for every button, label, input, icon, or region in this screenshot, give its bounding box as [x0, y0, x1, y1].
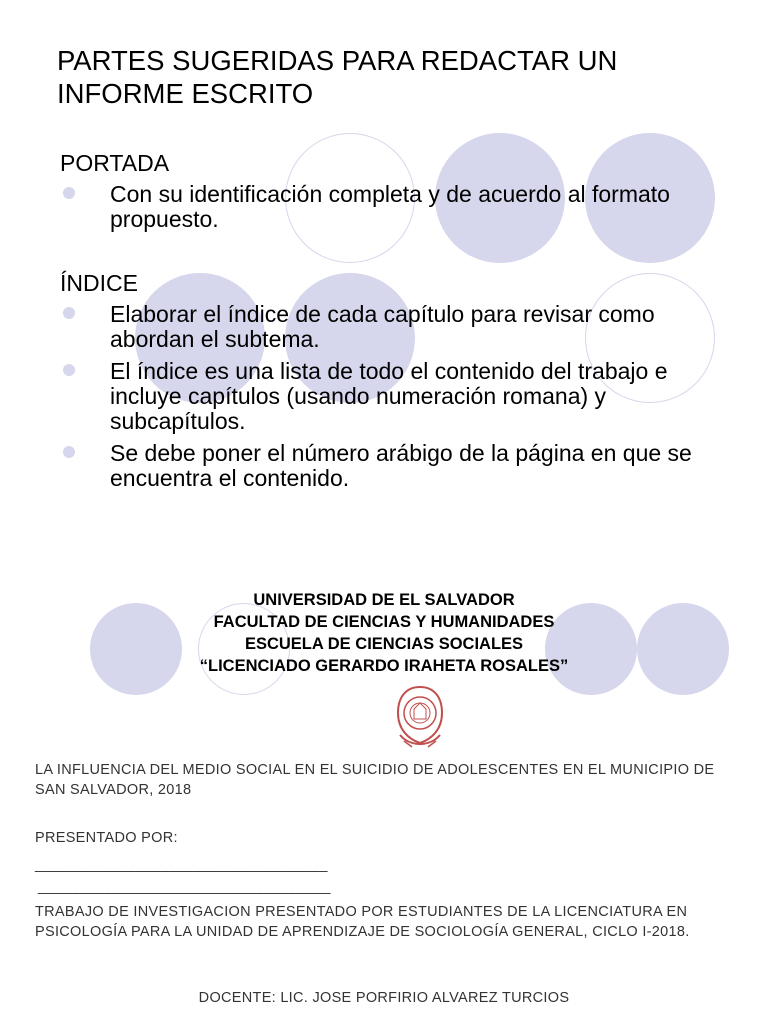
author-blank-line: ___________________________________: [38, 879, 331, 895]
bullet-icon: [63, 446, 75, 458]
indice-list: [60, 302, 700, 498]
list-item: Elaborar el índice de cada capítulo para revisar como abordan el subtema.: [60, 302, 700, 352]
university-header: [0, 589, 768, 677]
author-blank-line: ___________________________________: [35, 857, 328, 873]
faculty-name: FACULTAD DE CIENCIAS Y HUMANIDADES: [213, 613, 555, 631]
school-name: ESCUELA DE CIENCIAS SOCIALES: [244, 635, 524, 653]
teacher-name: DOCENTE: LIC. JOSE PORFIRIO ALVAREZ TURCIOS: [198, 990, 570, 1006]
presented-by-label: PRESENTADO POR:: [35, 830, 178, 846]
page-title: PARTES SUGERIDAS PARA REDACTAR UN INFORME ESCRITO: [57, 45, 618, 109]
university-seal-icon: [394, 685, 446, 751]
list-item: Con su identificación completa y de acuerdo al formato propuesto.: [60, 182, 700, 232]
bullet-icon: [63, 187, 75, 199]
bullet-icon: [63, 364, 75, 376]
portada-list: [60, 182, 700, 239]
university-name: UNIVERSIDAD DE EL SALVADOR: [253, 591, 515, 609]
list-item: Se debe poner el número arábigo de la página en que se encuentra el contenido.: [60, 441, 700, 491]
list-item: El índice es una lista de todo el contenido del trabajo e incluye capítulos (usando numeración romana) y subcapítulos.: [60, 359, 700, 434]
bullet-icon: [63, 307, 75, 319]
portada-heading: PORTADA: [60, 150, 170, 176]
indice-heading: ÍNDICE: [60, 270, 138, 296]
research-topic: LA INFLUENCIA DEL MEDIO SOCIAL EN EL SUICIDIO DE ADOLESCENTES EN EL MUNICIPIO DE SAN SALVADOR, 2018: [35, 762, 715, 798]
work-description: TRABAJO DE INVESTIGACION PRESENTADO POR ESTUDIANTES DE LA LICENCIATURA EN PSICOLOGÍA PARA LA UNIDAD DE APRENDIZAJE DE SOCIOLOGÍA GENERAL, CICLO I-2018.: [35, 904, 690, 940]
campus-name: “LICENCIADO GERARDO IRAHETA ROSALES”: [199, 657, 569, 675]
